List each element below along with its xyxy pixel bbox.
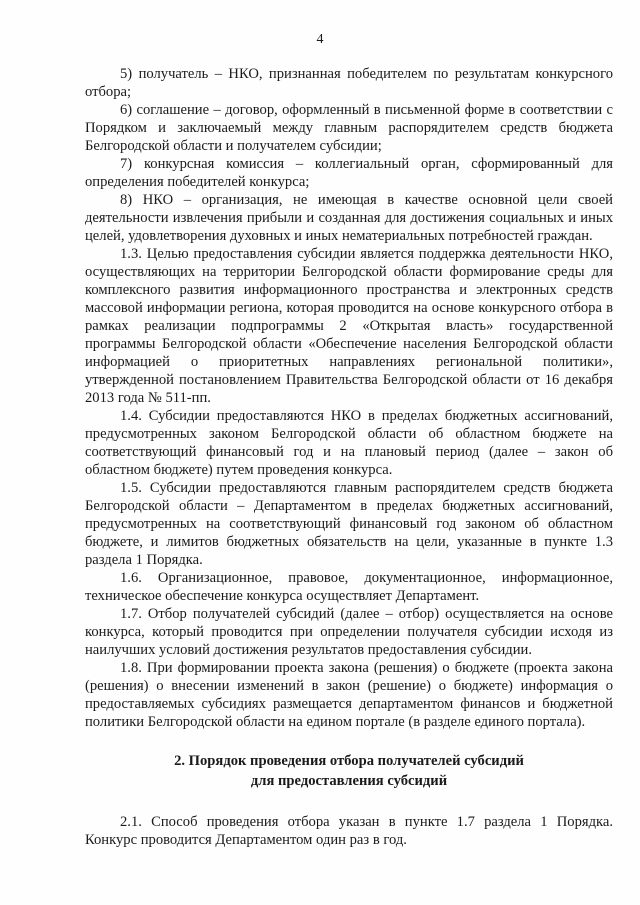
section-heading-line-1: 2. Порядок проведения отбора получателей субсидий <box>174 753 524 769</box>
paragraph-7-commission: 7) конкурсная комиссия – коллегиальный орган, сформированный для определения победителей конкурса; <box>85 156 613 190</box>
paragraph-1-6: 1.6. Организационное, правовое, документационное, информационное, техническое обеспечение конкурса осуществляет Департамент. <box>85 570 613 604</box>
paragraph-6-agreement: 6) соглашение – договор, оформленный в письменной форме в соответствии с Порядком и заключаемый между главным распорядителем средств бюджета Белгородской области и получателем субсидии; <box>85 102 613 154</box>
page-number: 4 <box>316 32 324 47</box>
paragraph-1-7: 1.7. Отбор получателей субсидий (далее – отбор) осуществляется на основе конкурса, который проводится при определении получателя субсидии исходя из наилучших условий достижения результатов предоставления субсидии. <box>85 606 613 658</box>
paragraph-5-recipient: 5) получатель – НКО, признанная победителем по результатам конкурсного отбора; <box>85 66 613 100</box>
paragraph-1-8: 1.8. При формировании проекта закона (решения) о бюджете (проекта закона (решения) о внесении изменений в закон (решение) о бюджете) информация о предоставляемых субсидиях размещается департаментом финансов и бюджетной политики Белгородской области на едином портале (в разделе единого портала). <box>85 660 613 730</box>
paragraph-1-4: 1.4. Субсидии предоставляются НКО в пределах бюджетных ассигнований, предусмотренных законом Белгородской области об областном бюджете на соответствующий финансовый год и на плановый период (далее – закон об областном бюджете) путем проведения конкурса. <box>85 408 613 478</box>
paragraph-1-3: 1.3. Целью предоставления субсидии является поддержка деятельности НКО, осуществляющих на территории Белгородской области формирование среды для комплексного развития информационного пространства и электронных средств массовой информации региона, которая проводится на основе конкурсного отбора в рамках реализации подпрограммы 2 «Открытая власть» государственной программы Белгородской области «Обеспечение населения Белгородской области информацией о приоритетных направлениях региональной политики», утвержденной постановлением Правительства Белгородской области от 16 декабря 2013 года № 511-пп. <box>85 246 613 406</box>
paragraph-2-1: 2.1. Способ проведения отбора указан в пункте 1.7 раздела 1 Порядка. Конкурс проводится Департаментом один раз в год. <box>85 814 613 848</box>
paragraph-1-5: 1.5. Субсидии предоставляются главным распорядителем средств бюджета Белгородской области – Департаментом в пределах бюджетных ассигнований, предусмотренных на соответствующий финансовый год законом об областном бюджете, и лимитов бюджетных обязательств на цели, указанные в пункте 1.3 раздела 1 Порядка. <box>85 480 613 568</box>
section-heading <box>85 751 613 791</box>
paragraph-8-nko: 8) НКО – организация, не имеющая в качестве основной цели своей деятельности извлечения прибыли и созданная для достижения социальных и иных целей, удовлетворения духовных и иных нематериальных потребностей граждан. <box>85 192 613 244</box>
document-body <box>85 65 613 849</box>
section-heading-line-2: для предоставления субсидий <box>250 773 448 789</box>
